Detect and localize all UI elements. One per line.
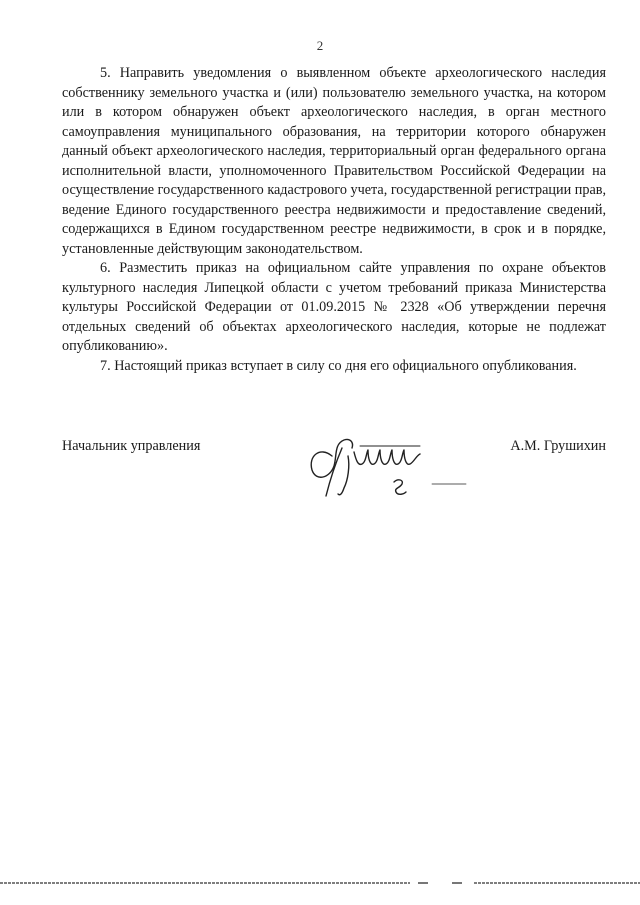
signer-title: Начальник управления (62, 438, 201, 454)
page-number: 2 (316, 38, 324, 53)
paragraph-7: 7. Настоящий приказ вступает в силу со дня его официального опубликования. (100, 357, 577, 374)
paragraph-6: 6. Разместить приказ на официальном сайте управления по охране объектов культурного наследия Липецкой области с учетом требований приказа Министерства культуры Российской Федерации от 01.09.2015 № 2328 «Об утверждении перечня отдельных сведений об объектах археологического наследия, которые не подлежат опубликованию». (62, 260, 606, 354)
signature-block (62, 432, 606, 502)
document-body (62, 64, 606, 376)
scan-bottom-line (0, 880, 640, 886)
handwritten-signature (290, 426, 490, 506)
paragraph-5: 5. Направить уведомления о выявленном объекте археологического наследия собственнику земельного участка и (или) пользователю земельного участка, на котором или в котором обнаружен объект археологического наследия, в орган местного самоуправления муниципального образования, на территории которого обнаружен данный объект археологического наследия, территориальный орган федерального органа исполнительной власти, уполномоченного Правительством Российской Федерации на осуществление государственного кадастрового учета, государственной регистрации прав, ведение Единого государственного реестра недвижимости и предоставление сведений, содержащихся в Едином государственном реестре недвижимости, в срок и в порядке, установленные действующим законодательством. (62, 65, 606, 257)
signer-name: А.М. Грушихин (510, 438, 606, 454)
